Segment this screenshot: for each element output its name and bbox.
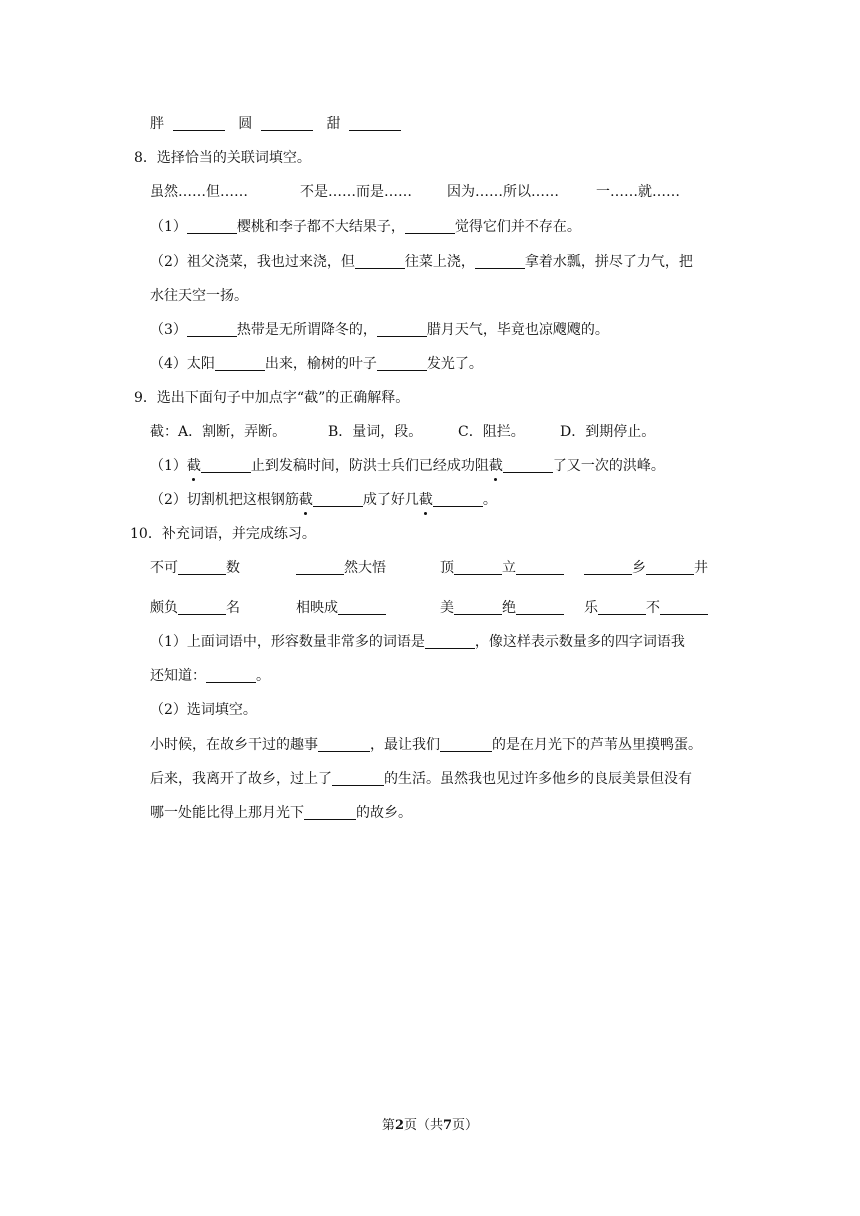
idiom-item (296, 558, 386, 578)
answer-blank[interactable] (338, 600, 386, 615)
q10-paragraph-line-2 (150, 769, 692, 789)
answer-blank[interactable] (318, 737, 370, 752)
q8-option-3: 因为……所以…… (447, 184, 559, 200)
answer-blank[interactable] (187, 322, 237, 337)
word: 圆 (238, 116, 253, 132)
sentence-text: 热带是无所谓降冬的， (236, 322, 377, 338)
answer-blank[interactable] (503, 458, 553, 473)
idiom-item (296, 598, 386, 618)
answer-blank[interactable] (377, 322, 427, 337)
q8-sentence-3 (150, 320, 609, 340)
sentence-text: 的生活。虽然我也见过许多他乡的良辰美景但没有 (384, 771, 692, 787)
sentence-text: ，像这样表示数量多的四字词语我 (474, 634, 685, 650)
sentence-text: 小时候，在故乡干过的趣事 (150, 737, 318, 753)
q8-sentence-4 (150, 354, 483, 374)
dotted-char: 截 (298, 492, 313, 508)
answer-blank[interactable] (313, 492, 363, 507)
answer-blank[interactable] (201, 458, 251, 473)
idiom-text: 不可 (150, 560, 178, 576)
page-total: 7 (443, 1118, 453, 1133)
q9-definition-a: A．割断，弄断。 (178, 424, 287, 440)
dotted-char: 截 (418, 492, 433, 508)
idiom-item (440, 598, 564, 618)
q10-part-1 (150, 632, 685, 652)
sentence-text: 腊月天气，毕竟也凉飕飕的。 (426, 322, 609, 338)
word-row-top (150, 114, 401, 134)
q10-paragraph-line-3 (150, 803, 412, 823)
question-10-title: 10．补充词语，并完成练习。 (130, 526, 316, 542)
answer-blank[interactable] (405, 219, 455, 234)
idiom-text: 美 (440, 600, 454, 616)
answer-blank[interactable] (516, 600, 564, 615)
answer-blank[interactable] (454, 560, 502, 575)
q10-part-1-cont (150, 666, 270, 686)
idiom-text: 绝 (502, 600, 516, 616)
answer-blank[interactable] (425, 634, 475, 649)
sentence-text: （1）上面词语中，形容数量非常多的词语是 (150, 634, 425, 650)
sentence-text: ，最让我们 (370, 737, 440, 753)
item-number: （2） (150, 254, 187, 270)
q8-sentence-1 (150, 217, 581, 237)
item-number: （1） (150, 458, 187, 474)
answer-blank[interactable] (178, 560, 226, 575)
sentence-text: 成了好几 (362, 492, 419, 508)
idiom-text: 井 (694, 560, 708, 576)
answer-blank[interactable] (355, 254, 405, 269)
q8-option-1: 虽然……但…… (150, 184, 248, 200)
q9-sentence-2 (150, 490, 497, 510)
q8-sentence-2-cont: 水往天空一扬。 (150, 288, 248, 304)
sentence-text: 觉得它们并不存在。 (454, 219, 581, 235)
sentence-text: 。 (482, 492, 497, 508)
sentence-text: 。 (256, 668, 270, 684)
answer-blank[interactable] (440, 737, 492, 752)
sentence-text: 樱桃和李子都不大结果子， (236, 219, 405, 235)
footer-text: 页） (452, 1118, 479, 1133)
answer-blank[interactable] (187, 219, 237, 234)
answer-blank[interactable] (296, 560, 344, 575)
q9-definition-d: D．到期停止。 (560, 424, 656, 440)
idiom-item (584, 558, 708, 578)
answer-blank[interactable] (349, 116, 401, 131)
sentence-text: 往菜上浇， (404, 254, 475, 270)
answer-blank[interactable] (377, 356, 427, 371)
footer-text: 第 (381, 1118, 395, 1133)
answer-blank[interactable] (206, 668, 256, 683)
sentence-text: 祖父浇菜，我也过来浇，但 (186, 254, 355, 270)
q9-definition-b: B．量词，段。 (328, 424, 423, 440)
answer-blank[interactable] (304, 805, 356, 820)
idiom-text: 立 (502, 560, 516, 576)
item-number: （1） (150, 219, 187, 235)
word: 胖 (150, 116, 164, 132)
answer-blank[interactable] (660, 600, 708, 615)
answer-blank[interactable] (516, 560, 564, 575)
idiom-item (440, 558, 564, 578)
answer-blank[interactable] (646, 560, 694, 575)
idiom-text: 乐 (584, 600, 598, 616)
page-number: 2 (394, 1118, 404, 1133)
item-number: （3） (150, 322, 187, 338)
answer-blank[interactable] (332, 771, 384, 786)
sentence-text: 太阳 (186, 356, 215, 372)
answer-blank[interactable] (433, 492, 483, 507)
dotted-char: 截 (488, 458, 503, 474)
idiom-text: 顶 (440, 560, 454, 576)
idiom-item (150, 598, 240, 618)
sentence-text: 出来，榆树的叶子 (264, 356, 377, 372)
sentence-text: 的是在月光下的芦苇丛里摸鸭蛋。 (492, 737, 702, 753)
q9-definitions-prefix: 截： (150, 424, 178, 440)
sentence-text: 的故乡。 (356, 805, 412, 821)
sentence-text: 止到发稿时间，防洪士兵们已经成功阻 (250, 458, 489, 474)
answer-blank[interactable] (173, 116, 225, 131)
idiom-text: 乡 (632, 560, 646, 576)
item-number: （4） (150, 356, 187, 372)
sentence-text: 切割机把这根钢筋 (186, 492, 299, 508)
idiom-item (150, 558, 240, 578)
sentence-text: 后来，我离开了故乡，过上了 (150, 771, 332, 787)
idiom-text: 数 (226, 560, 240, 576)
idiom-item (584, 598, 708, 618)
q10-paragraph-line-1 (150, 735, 702, 755)
question-8-title: 8．选择恰当的关联词填空。 (134, 150, 311, 166)
idiom-text: 不 (646, 600, 660, 616)
sentence-text: 哪一处能比得上那月光下 (150, 805, 304, 821)
answer-blank[interactable] (584, 560, 632, 575)
answer-blank[interactable] (261, 116, 313, 131)
dotted-char: 截 (186, 458, 201, 474)
answer-blank[interactable] (475, 254, 525, 269)
idiom-text: 颇负 (150, 600, 178, 616)
q8-sentence-2 (150, 252, 693, 272)
q8-option-2: 不是……而是…… (300, 184, 412, 200)
q9-sentence-1 (150, 456, 665, 476)
idiom-text: 名 (226, 600, 240, 616)
sentence-text: 发光了。 (426, 356, 483, 372)
question-9-title: 9．选出下面句子中加点字“截”的正确解释。 (134, 390, 410, 406)
sentence-text: 还知道： (150, 668, 206, 684)
footer-text: 页（共 (403, 1118, 443, 1133)
answer-blank[interactable] (454, 600, 502, 615)
q10-part-2-title: （2）选词填空。 (150, 702, 257, 718)
item-number: （2） (150, 492, 187, 508)
sentence-text: 拿着水瓢，拼尽了力气，把 (524, 254, 693, 270)
answer-blank[interactable] (598, 600, 646, 615)
page-footer (0, 1114, 860, 1133)
idiom-text: 相映成 (296, 600, 338, 616)
word: 甜 (326, 116, 341, 132)
answer-blank[interactable] (215, 356, 265, 371)
idiom-text: 然大悟 (344, 560, 386, 576)
q9-definition-c: C．阻拦。 (458, 424, 525, 440)
sentence-text: 了又一次的洪峰。 (552, 458, 665, 474)
q8-option-4: 一……就…… (596, 184, 680, 200)
answer-blank[interactable] (178, 600, 226, 615)
